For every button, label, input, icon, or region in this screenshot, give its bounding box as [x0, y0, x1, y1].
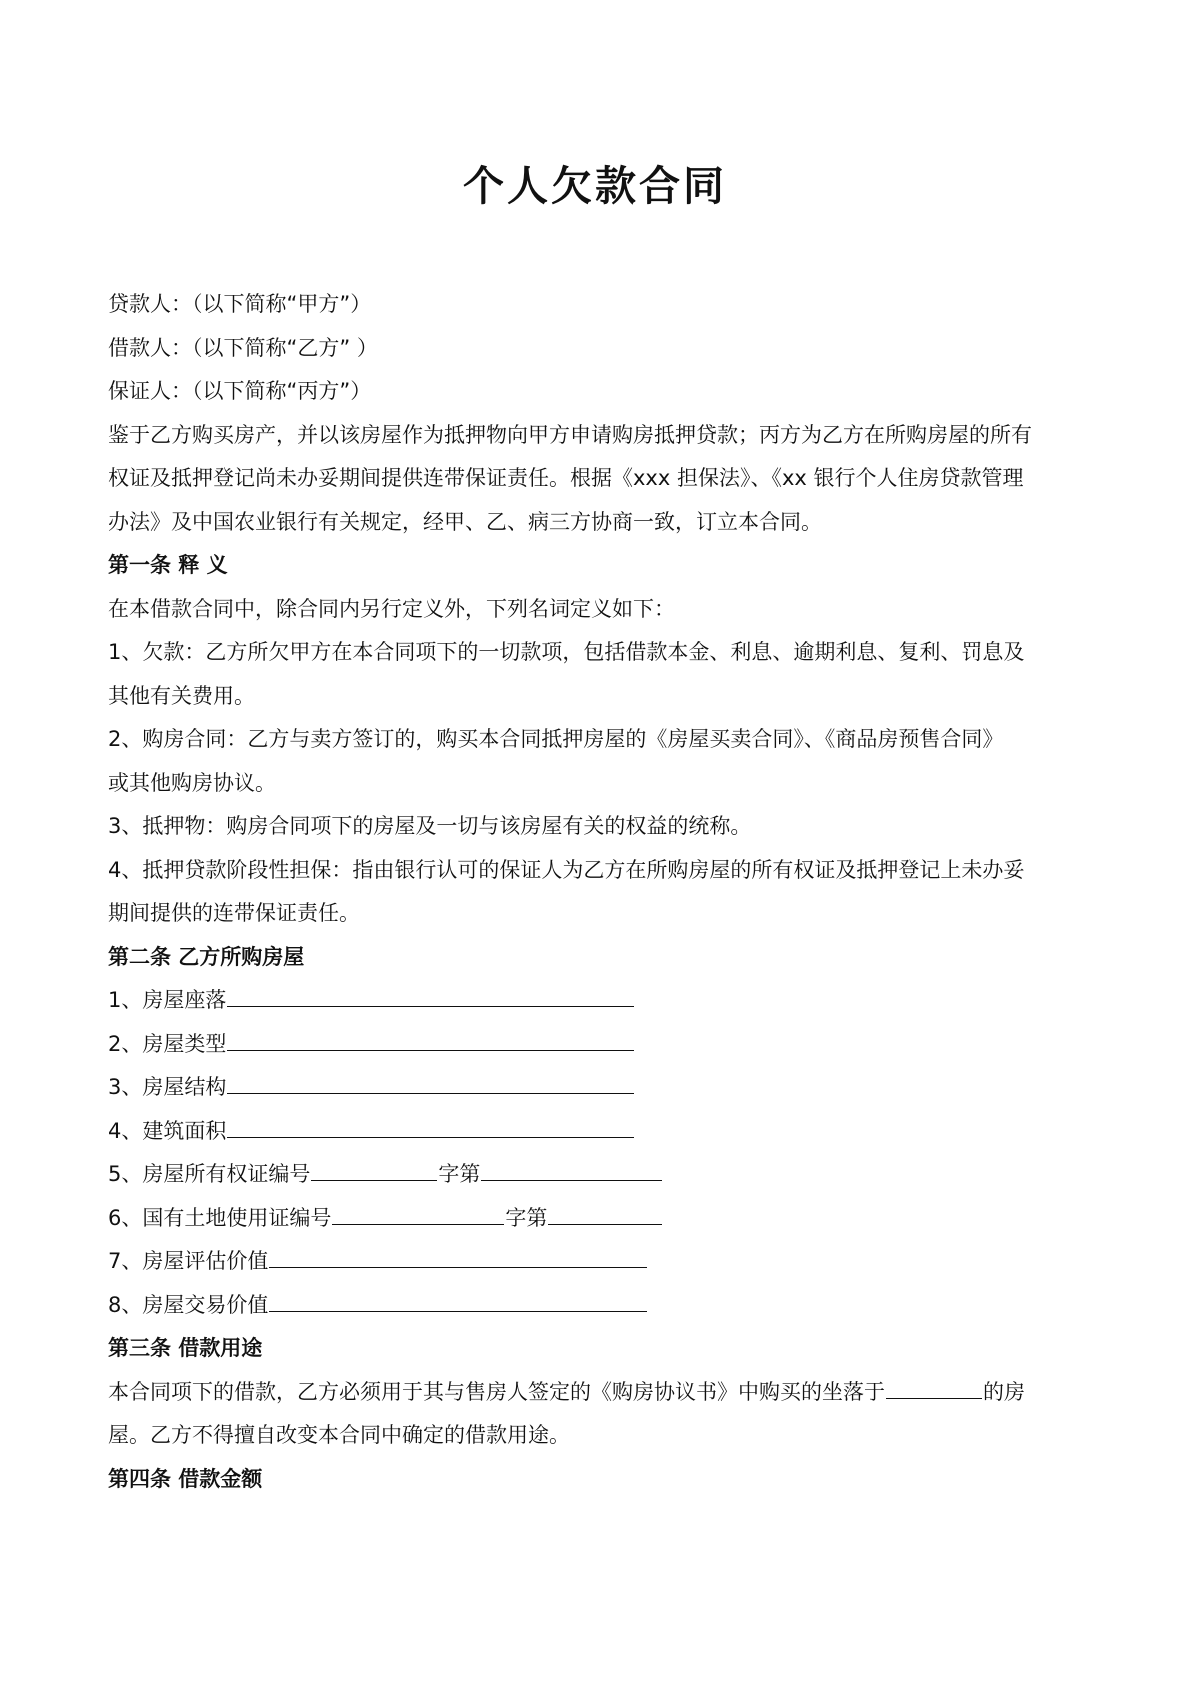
definition-line: 1、欠款：乙方所欠甲方在本合同项下的一切款项，包括借款本金、利息、逾期利息、复利、罚息及 — [108, 640, 1025, 664]
definition-item — [108, 805, 1088, 849]
article1-heading: 第一条 释 义 — [108, 553, 228, 577]
paragraph-text: 本合同项下的借款，乙方必须用于其与售房人签定的《购房协议书》中购买的坐落于 — [108, 1379, 885, 1404]
blank-line[interactable] — [227, 1030, 634, 1051]
blank-line[interactable] — [481, 1160, 662, 1181]
blank-line[interactable] — [332, 1204, 504, 1225]
blank-line[interactable] — [548, 1204, 662, 1225]
loan-purpose-line: 屋。乙方不得擅自改变本合同中确定的借款用途。 — [108, 1423, 570, 1447]
field-label: 8、房屋交易价值 — [108, 1292, 269, 1317]
field-label: 3、房屋结构 — [108, 1075, 227, 1099]
lender-line: 贷款人：（以下简称“甲方”） — [108, 292, 372, 316]
definition-line: 3、抵押物：购房合同项下的房屋及一切与该房屋有关的权益的统称。 — [108, 814, 752, 838]
definition-line: 其他有关费用。 — [108, 683, 255, 708]
guarantor-line: 保证人：（以下简称“丙方”） — [108, 379, 372, 403]
preamble-line: 鉴于乙方购买房产，并以该房屋作为抵押物向甲方申请购房抵押贷款；丙方为乙方在所购房屋的所有 — [108, 422, 1032, 447]
definition-line: 4、抵押贷款阶段性担保：指由银行认可的保证人为乙方在所购房屋的所有权证及抵押登记上未办妥 — [108, 857, 1025, 882]
blank-line[interactable] — [227, 1073, 634, 1094]
field-label: 5、房屋所有权证编号 — [108, 1162, 311, 1186]
article1-intro: 在本借款合同中，除合同内另行定义外，下列名词定义如下： — [108, 596, 675, 621]
transaction-value-field — [108, 1284, 1088, 1328]
field-label: 6、国有土地使用证编号 — [108, 1205, 332, 1230]
building-area-field — [108, 1110, 1088, 1154]
blank-line[interactable] — [269, 1247, 647, 1268]
blank-line[interactable] — [269, 1291, 647, 1312]
field-label: 2、房屋类型 — [108, 1031, 227, 1056]
article3-heading: 第三条 借款用途 — [108, 1336, 263, 1360]
preamble-line: 权证及抵押登记尚未办妥期间提供连带保证责任。根据《xxx 担保法》、《xx 银行个人住房贷款管理 — [108, 466, 1024, 490]
loan-purpose-line — [108, 1371, 1088, 1415]
article4-heading: 第四条 借款金额 — [108, 1466, 263, 1491]
borrower-line: 借款人：（以下简称“乙方” ） — [108, 335, 378, 360]
house-location-field — [108, 979, 1088, 1023]
appraised-value-field — [108, 1240, 1088, 1284]
definition-item — [108, 631, 1088, 718]
article2-heading: 第二条 乙方所购房屋 — [108, 944, 305, 969]
document-title: 个人欠款合同 — [463, 162, 727, 210]
blank-line[interactable] — [311, 1160, 437, 1181]
definition-item — [108, 718, 1088, 805]
definition-line: 2、购房合同：乙方与卖方签订的，购买本合同抵押房屋的《房屋买卖合同》、《商品房预售合同》 — [108, 727, 1004, 751]
preamble-line: 办法》及中国农业银行有关规定，经甲、乙、病三方协商一致，订立本合同。 — [108, 509, 822, 534]
blank-line[interactable] — [886, 1378, 982, 1399]
house-structure-field — [108, 1066, 1088, 1110]
definition-item — [108, 849, 1088, 936]
field-label: 1、房屋座落 — [108, 988, 227, 1012]
field-label: 字第 — [438, 1162, 481, 1186]
blank-line[interactable] — [227, 1117, 634, 1138]
ownership-certificate-field — [108, 1153, 1088, 1197]
field-label: 字第 — [505, 1205, 548, 1230]
blank-line[interactable] — [227, 986, 634, 1007]
field-label: 7、房屋评估价值 — [108, 1249, 269, 1273]
paragraph-text: 的房 — [983, 1379, 1025, 1404]
field-label: 4、建筑面积 — [108, 1118, 227, 1143]
definition-line: 或其他购房协议。 — [108, 770, 276, 795]
preamble-paragraph — [108, 414, 1088, 545]
house-type-field — [108, 1023, 1088, 1067]
definition-line: 期间提供的连带保证责任。 — [108, 901, 360, 925]
document-body — [108, 283, 1088, 1501]
land-certificate-field — [108, 1197, 1088, 1241]
